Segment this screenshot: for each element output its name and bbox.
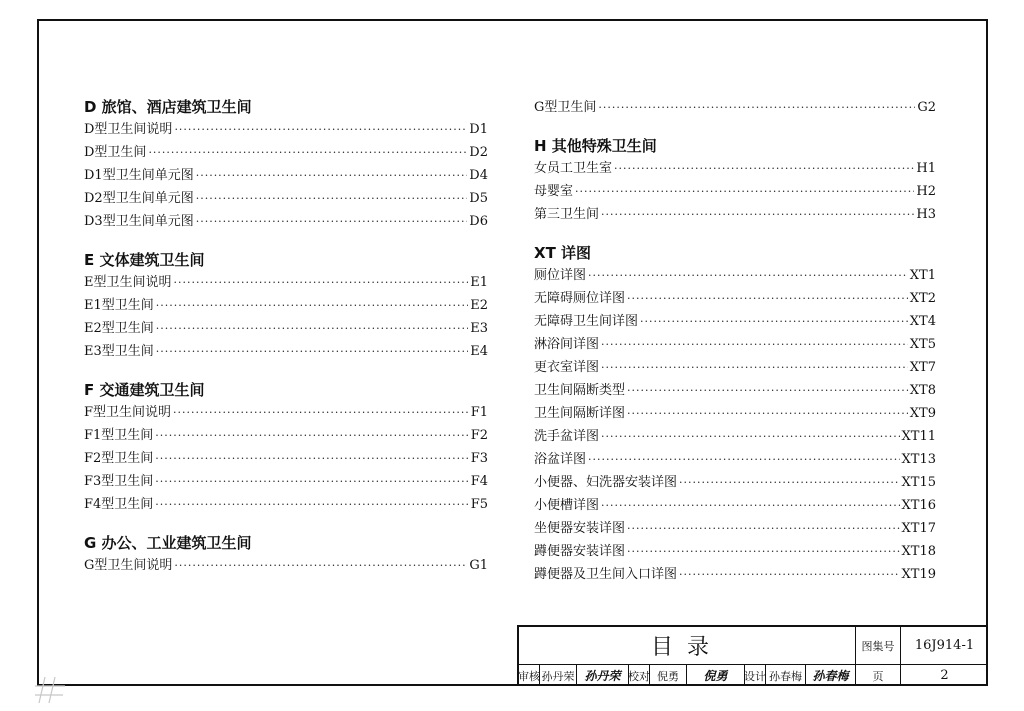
dot-leader <box>679 563 900 586</box>
section-gap <box>84 233 488 249</box>
section-gap <box>534 119 936 135</box>
dot-leader <box>588 448 900 471</box>
section-title: E 文体建筑卫生间 <box>84 251 205 269</box>
toc-entry-page-code: XT4 <box>909 314 936 329</box>
toc-entry-page-code: E1 <box>470 275 488 290</box>
toc-entry[interactable] <box>84 141 488 164</box>
toc-entry[interactable] <box>84 401 488 424</box>
toc-entry-page-code: F2 <box>470 428 488 443</box>
dot-leader <box>627 517 900 540</box>
toc-entry-title: D1型卫生间单元图 <box>84 168 194 183</box>
dot-leader <box>627 379 908 402</box>
toc-entry[interactable] <box>84 340 488 363</box>
toc-entry-page-code: XT8 <box>909 383 936 398</box>
toc-entry-page-code: XT7 <box>909 360 936 375</box>
checker-label: 校对 <box>629 665 650 686</box>
page-number: 2 <box>940 668 949 683</box>
dot-leader <box>588 264 908 287</box>
toc-entry-page-code: G2 <box>917 100 936 115</box>
toc-entry-page-code: H3 <box>916 207 936 222</box>
dot-leader <box>601 425 900 448</box>
toc-entry-title: 蹲便器安装详图 <box>534 544 626 559</box>
toc-entry[interactable] <box>84 187 488 210</box>
dot-leader <box>174 118 467 141</box>
toc-entry-title: E2型卫生间 <box>84 321 154 336</box>
toc-entry-page-code: H2 <box>916 184 936 199</box>
toc-entry-page-code: E3 <box>470 321 488 336</box>
dot-leader <box>155 424 468 447</box>
toc-entry-page-code: D2 <box>469 145 488 160</box>
toc-entry-page-code: D6 <box>469 214 488 229</box>
toc-entry-page-code: XT13 <box>901 452 936 467</box>
toc-entry-page-code: XT11 <box>901 429 936 444</box>
toc-entry-title: 厕位详图 <box>534 268 587 283</box>
toc-entry-page-code: H1 <box>916 161 936 176</box>
toc-entry-page-code: F4 <box>470 474 488 489</box>
dot-leader <box>598 96 915 119</box>
toc-entry-page-code: D1 <box>469 122 488 137</box>
toc-entry-title: 洗手盆详图 <box>534 429 600 444</box>
dot-leader <box>156 340 468 363</box>
toc-entry-title: D型卫生间 <box>84 145 147 160</box>
toc-entry-title: E3型卫生间 <box>84 344 154 359</box>
toc-entry-page-code: G1 <box>469 558 488 573</box>
toc-entry-page-code: XT9 <box>909 406 936 421</box>
toc-entry-title: 无障碍卫生间详图 <box>534 314 639 329</box>
toc-entry[interactable] <box>534 157 936 180</box>
toc-entry-title: 小便器、妇洗器安装详图 <box>534 475 678 490</box>
dot-leader <box>601 356 908 379</box>
toc-entry[interactable] <box>84 317 488 340</box>
toc-entry-page-code: XT1 <box>909 268 936 283</box>
toc-entry-title: F3型卫生间 <box>84 474 154 489</box>
toc-entry-page-code: XT15 <box>901 475 936 490</box>
dot-leader <box>601 203 914 226</box>
toc-entry[interactable] <box>84 210 488 233</box>
toc-entry-title: D型卫生间说明 <box>84 122 173 137</box>
toc-entry[interactable] <box>534 356 936 379</box>
toc-entry-title: G型卫生间 <box>534 100 597 115</box>
scan-mark-icon <box>33 675 69 705</box>
title-block-title: 目录 <box>519 627 856 665</box>
checker-signature: 倪勇 <box>687 665 745 686</box>
toc-entry[interactable] <box>534 264 936 287</box>
section-title: H 其他特殊卫生间 <box>534 137 657 155</box>
toc-entry-page-code: D4 <box>469 168 488 183</box>
toc-entry-title: D2型卫生间单元图 <box>84 191 194 206</box>
toc-left-column <box>84 96 488 577</box>
toc-entry-page-code: D5 <box>469 191 488 206</box>
designer-signature: 孙春梅 <box>806 665 856 686</box>
reviewer-signature: 孙丹荣 <box>577 665 629 686</box>
toc-entry-title: 卫生间隔断详图 <box>534 406 626 421</box>
toc-entry[interactable] <box>534 471 936 494</box>
toc-entry[interactable] <box>84 164 488 187</box>
dot-leader <box>627 287 908 310</box>
toc-entry-page-code: F1 <box>470 405 488 420</box>
toc-entry[interactable] <box>84 118 488 141</box>
dot-leader <box>174 554 467 577</box>
dot-leader <box>174 271 469 294</box>
toc-entry[interactable] <box>84 493 488 516</box>
dot-leader <box>156 294 468 317</box>
dot-leader <box>196 164 468 187</box>
toc-entry-title: F2型卫生间 <box>84 451 154 466</box>
section-title: D 旅馆、酒店建筑卫生间 <box>84 98 252 116</box>
toc-entry-title: E1型卫生间 <box>84 298 154 313</box>
dot-leader <box>155 447 468 470</box>
toc-entry[interactable] <box>534 448 936 471</box>
toc-right-column <box>534 96 936 586</box>
toc-entry[interactable] <box>534 517 936 540</box>
toc-entry-title: D3型卫生间单元图 <box>84 214 194 229</box>
toc-entry[interactable] <box>84 447 488 470</box>
toc-entry-title: 母婴室 <box>534 184 574 199</box>
toc-entry[interactable] <box>534 379 936 402</box>
checker-name: 倪勇 <box>650 665 687 686</box>
toc-entry-page-code: E4 <box>470 344 488 359</box>
dot-leader <box>155 470 468 493</box>
toc-entry[interactable] <box>84 470 488 493</box>
toc-entry-title: 坐便器安装详图 <box>534 521 626 536</box>
section-title: XT 详图 <box>534 244 592 262</box>
reviewer-label: 审核 <box>519 665 540 686</box>
toc-entry[interactable] <box>534 402 936 425</box>
toc-entry-title: 淋浴间详图 <box>534 337 600 352</box>
dot-leader <box>148 141 467 164</box>
toc-entry-title: 女员工卫生室 <box>534 161 613 176</box>
toc-entry-page-code: F3 <box>470 451 488 466</box>
section-title: F 交通建筑卫生间 <box>84 381 205 399</box>
section-title: G 办公、工业建筑卫生间 <box>84 534 252 552</box>
dot-leader <box>627 402 908 425</box>
atlas-no: 16J914-1 <box>901 627 988 665</box>
dot-leader <box>601 494 900 517</box>
toc-entry-page-code: XT19 <box>901 567 936 582</box>
dot-leader <box>156 317 468 340</box>
toc-entry[interactable] <box>534 540 936 563</box>
toc-entry-page-code: XT2 <box>909 291 936 306</box>
toc-entry-title: 第三卫生间 <box>534 207 600 222</box>
toc-entry-page-code: XT5 <box>909 337 936 352</box>
toc-entry-title: 卫生间隔断类型 <box>534 383 626 398</box>
toc-entry[interactable] <box>534 203 936 226</box>
toc-entry-title: F1型卫生间 <box>84 428 154 443</box>
toc-entry[interactable] <box>84 424 488 447</box>
designer-label: 设计 <box>745 665 766 686</box>
dot-leader <box>627 540 900 563</box>
dot-leader <box>196 187 468 210</box>
toc-entry[interactable] <box>534 310 936 333</box>
reviewer-name: 孙丹荣 <box>540 665 577 686</box>
toc-entry[interactable] <box>534 96 936 119</box>
dot-leader <box>173 401 469 424</box>
toc-entry-title: G型卫生间说明 <box>84 558 173 573</box>
toc-entry-title: 小便槽详图 <box>534 498 600 513</box>
toc-entry[interactable] <box>534 287 936 310</box>
toc-entry[interactable] <box>534 494 936 517</box>
toc-entry-page-code: F5 <box>470 497 488 512</box>
atlas-no-label: 图集号 <box>856 627 901 665</box>
section-gap <box>84 363 488 379</box>
toc-entry-title: 无障碍厕位详图 <box>534 291 626 306</box>
toc-entry[interactable] <box>534 563 936 586</box>
dot-leader <box>640 310 908 333</box>
page-label: 页 <box>856 665 901 686</box>
dot-leader <box>196 210 468 233</box>
toc-entry-title: 更衣室详图 <box>534 360 600 375</box>
toc-entry-page-code: E2 <box>470 298 488 313</box>
toc-entry-page-code: XT16 <box>901 498 936 513</box>
toc-entry-title: F型卫生间说明 <box>84 405 172 420</box>
toc-entry-title: E型卫生间说明 <box>84 275 172 290</box>
toc-entry-title: 浴盆详图 <box>534 452 587 467</box>
toc-entry[interactable] <box>84 294 488 317</box>
dot-leader <box>679 471 900 494</box>
dot-leader <box>575 180 914 203</box>
section-gap <box>84 516 488 532</box>
toc-entry-page-code: XT18 <box>901 544 936 559</box>
toc-entry[interactable] <box>534 333 936 356</box>
toc-entry-title: F4型卫生间 <box>84 497 154 512</box>
dot-leader <box>155 493 468 516</box>
designer-name: 孙春梅 <box>766 665 806 686</box>
toc-entry-page-code: XT17 <box>901 521 936 536</box>
dot-leader <box>614 157 914 180</box>
toc-entry[interactable] <box>84 271 488 294</box>
toc-entry[interactable] <box>534 425 936 448</box>
toc-entry[interactable] <box>84 554 488 577</box>
title-block <box>517 625 988 686</box>
toc-entry-title: 蹲便器及卫生间入口详图 <box>534 567 678 582</box>
toc-entry[interactable] <box>534 180 936 203</box>
section-gap <box>534 226 936 242</box>
dot-leader <box>601 333 908 356</box>
